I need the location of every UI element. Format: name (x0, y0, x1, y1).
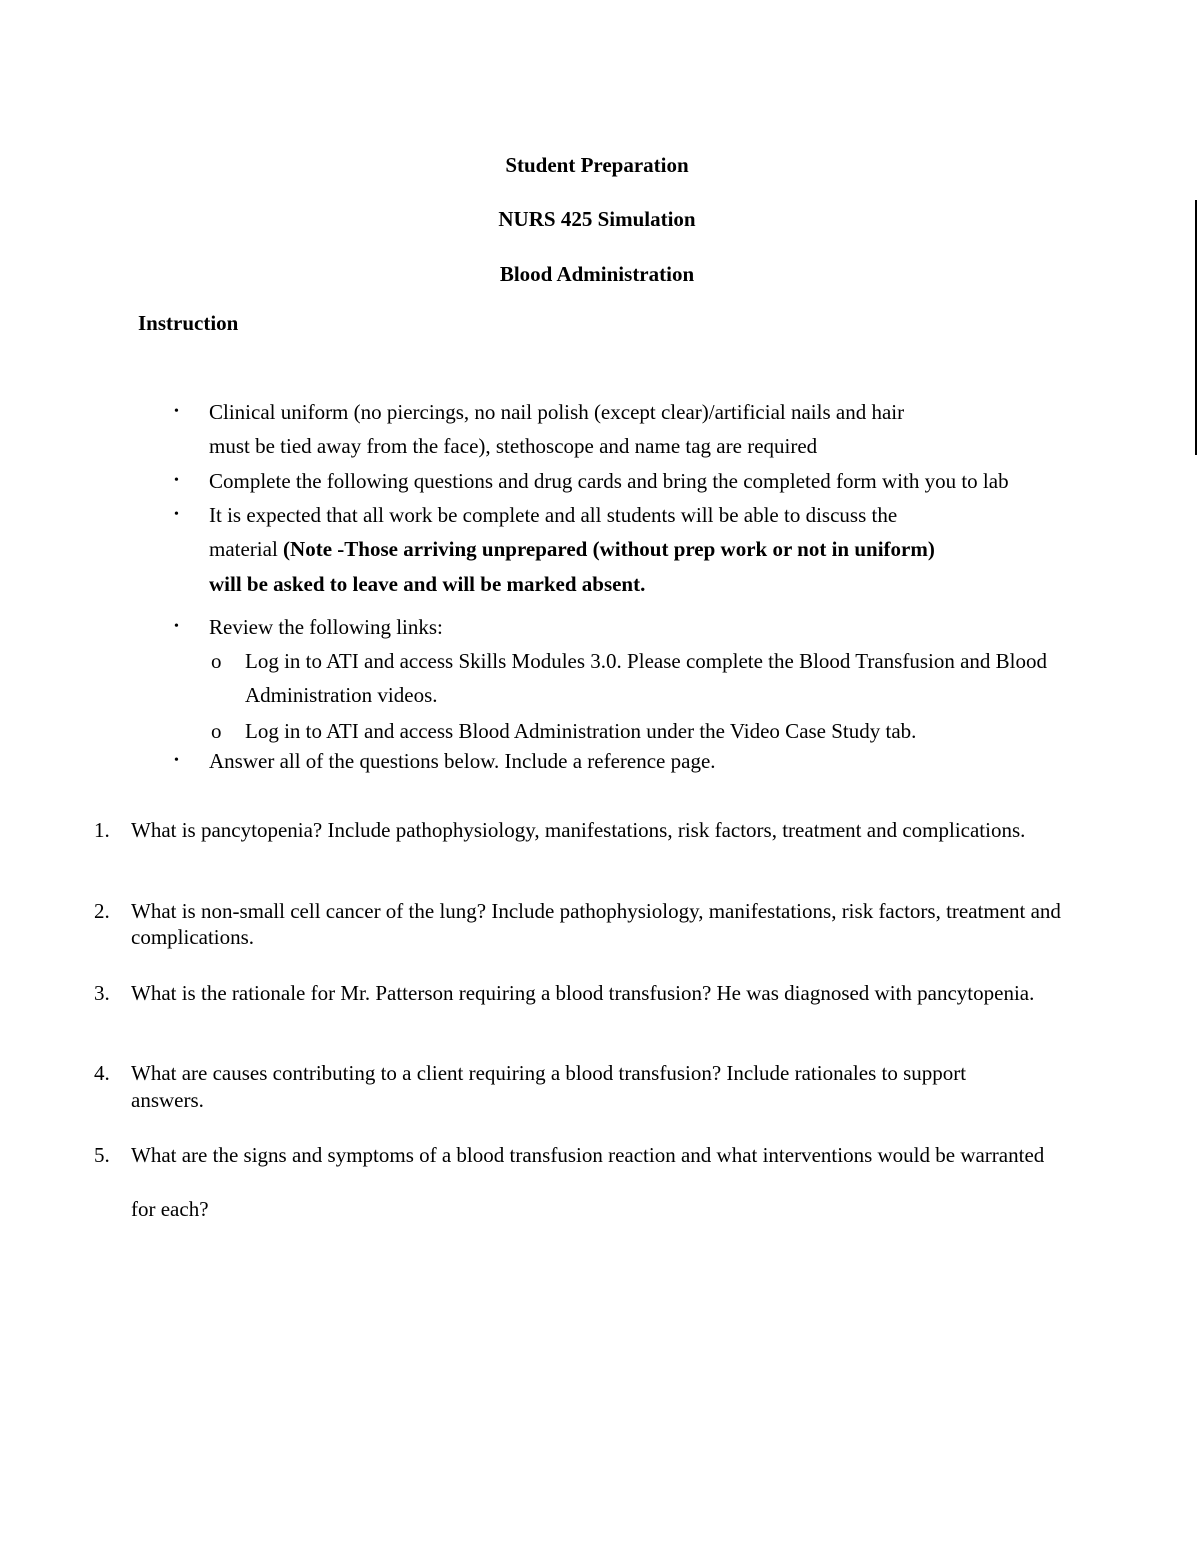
document-title: Student Preparation (505, 153, 689, 177)
warning-note: (Note -Those arriving unprepared (without prep work or not in uniform) (283, 537, 935, 561)
bullet-text-line: Complete the following questions and drug cards and bring the completed form with you to lab (209, 469, 1009, 493)
question-number: 3. (94, 981, 110, 1005)
sub-bullet-text-line: Administration videos. (245, 683, 438, 707)
page-edge-mark (1195, 200, 1197, 455)
bullet-icon: • (174, 753, 179, 768)
question-number: 5. (94, 1143, 110, 1167)
sub-bullet-text-line: Log in to ATI and access Skills Modules 3.0. Please complete the Blood Transfusion and Blood (245, 649, 1048, 673)
topic-title: Blood Administration (499, 262, 695, 286)
question-text-line: answers. (131, 1088, 204, 1112)
bullet-icon: • (174, 619, 179, 634)
bullet-text-line: Clinical uniform (no piercings, no nail polish (except clear)/artificial nails and hair (209, 400, 905, 424)
bullet-icon: • (174, 507, 179, 522)
bullet-text-line: Answer all of the questions below. Include a reference page. (209, 749, 716, 773)
bullet-text-plain: material (209, 537, 284, 561)
question-text-line: What is the rationale for Mr. Patterson requiring a blood transfusion? He was diagnosed with pancytopenia. (131, 981, 1035, 1005)
bullet-text-line: Review the following links: (209, 615, 443, 639)
question-text-line: What is non-small cell cancer of the lung? Include pathophysiology, manifestations, risk factors, treatment and (131, 899, 1061, 923)
course-title: NURS 425 Simulation (498, 207, 696, 231)
question-text-line: for each? (131, 1197, 209, 1221)
warning-note: will be asked to leave and will be marked absent. (209, 572, 646, 596)
bullet-text-line: must be tied away from the face), stethoscope and name tag are required (209, 434, 818, 458)
question-number: 1. (94, 818, 110, 842)
question-number: 4. (94, 1061, 110, 1085)
sub-bullet-text-line: Log in to ATI and access Blood Administration under the Video Case Study tab. (245, 719, 917, 743)
sub-bullet-icon: o (211, 719, 222, 743)
question-number: 2. (94, 899, 110, 923)
sub-bullet-icon: o (211, 649, 222, 673)
question-text-line: What are causes contributing to a client requiring a blood transfusion? Include rationales to support (131, 1061, 967, 1085)
question-text-line: What is pancytopenia? Include pathophysiology, manifestations, risk factors, treatment and complications. (131, 818, 1026, 842)
bullet-text-line: It is expected that all work be complete and all students will be able to discuss the (209, 503, 898, 527)
question-text-line: complications. (131, 925, 255, 949)
instruction-heading: Instruction (138, 311, 239, 335)
bullet-icon: • (174, 473, 179, 488)
bullet-text-line (209, 532, 1169, 566)
question-text-line: What are the signs and symptoms of a blood transfusion reaction and what interventions would be warranted (131, 1143, 1045, 1167)
bullet-icon: • (174, 404, 179, 419)
